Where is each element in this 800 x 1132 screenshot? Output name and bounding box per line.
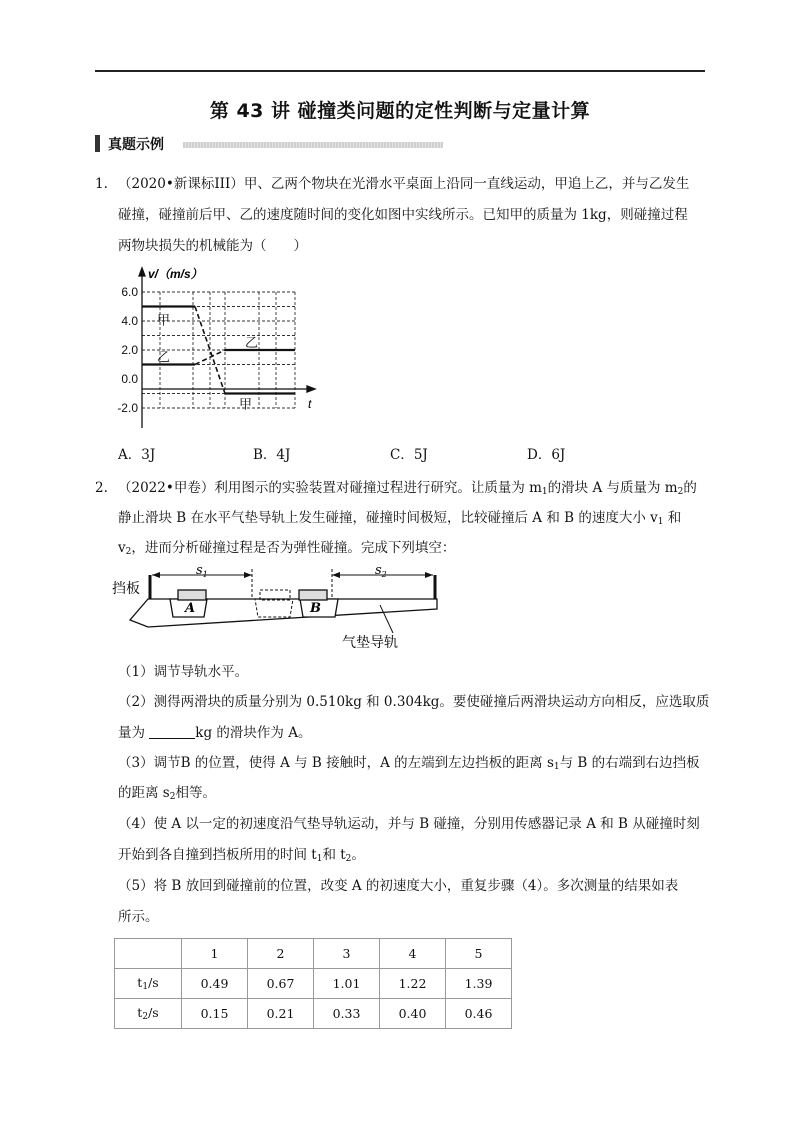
- label-yi-after: 乙: [245, 336, 259, 351]
- rail-label: 气垫导轨: [342, 635, 398, 650]
- table-cell: 0.46: [446, 999, 512, 1029]
- baffle-label: 挡板: [112, 581, 140, 597]
- table-cell: 1.39: [446, 969, 512, 999]
- label-jia-before: 甲: [157, 313, 171, 329]
- q2-text-line1: （2022•甲卷）利用图示的实验装置对碰撞过程进行研究。让质量为 $m_1$的滑块 A 与质量为 $m_2$的: [118, 480, 697, 497]
- table-cell: 1: [182, 939, 248, 969]
- q2-number: 2.: [95, 480, 108, 496]
- s1-label: $s_1$: [196, 565, 208, 579]
- table-cell: 0.33: [314, 999, 380, 1029]
- air-track-diagram: [110, 565, 450, 650]
- table-cell: 4: [380, 939, 446, 969]
- label-jia-after: 甲: [239, 397, 253, 413]
- table-row: [115, 999, 512, 1029]
- answer-blank[interactable]: [149, 724, 195, 739]
- q1-text-line1: （2020•新课标III）甲、乙两个物块在光滑水平桌面上沿同一直线运动，甲追上乙，并与乙发生: [118, 176, 690, 192]
- q2-step2-line2: 量为 kg 的滑块作为 A。: [118, 725, 312, 741]
- y-axis-arrow: [139, 268, 145, 276]
- y-tick-label: 0.0: [121, 372, 138, 386]
- q2-step5-line1: （5）将 B 放回到碰撞前的位置，改变 A 的初速度大小，重复步骤（4）。多次测量的结果如表: [118, 878, 679, 894]
- q2-step5-line2: 所示。: [118, 909, 159, 925]
- row-label-t2: $t_2/s$: [115, 999, 182, 1029]
- q1-option-a[interactable]: A．3J: [118, 447, 156, 463]
- velocity-time-chart: [105, 262, 325, 432]
- page-title: 第 43 讲 碰撞类问题的定性判断与定量计算: [209, 100, 591, 122]
- section-underline: [183, 142, 443, 148]
- q2-text-line3: $v_2$，进而分析碰撞过程是否为弹性碰撞。完成下列填空：: [118, 540, 456, 557]
- slider-a-label: A: [185, 601, 196, 616]
- slider-b-label: B: [310, 601, 321, 616]
- table-cell: 3: [314, 939, 380, 969]
- table-cell: 1.22: [380, 969, 446, 999]
- table-cell: 0.67: [248, 969, 314, 999]
- x-axis-label: t: [308, 397, 312, 411]
- table-cell: 1.01: [314, 969, 380, 999]
- y-tick-label: 4.0: [121, 314, 138, 328]
- table-cell: 2: [248, 939, 314, 969]
- table-row: [115, 969, 512, 999]
- q1-option-c[interactable]: C．5J: [390, 447, 428, 463]
- s2-label: $s_2$: [375, 565, 387, 579]
- table-cell: 0.21: [248, 999, 314, 1029]
- section-heading: 真题示例: [108, 137, 164, 153]
- table-header-row: [115, 939, 512, 969]
- measurement-table: [114, 938, 512, 1029]
- q2-step1: （1）调节导轨水平。: [118, 664, 249, 680]
- table-cell: 5: [446, 939, 512, 969]
- table-cell: [115, 939, 182, 969]
- q2-text-line2: 静止滑块 B 在水平气垫导轨上发生碰撞，碰撞时间极短，比较碰撞后 A 和 B 的速度大小 $v_1$ 和: [118, 510, 682, 527]
- y-tick-label: 2.0: [121, 343, 138, 357]
- y-tick-label: 6.0: [121, 285, 138, 299]
- x-axis-arrow: [307, 386, 315, 392]
- y-axis-label: v/（m/s）: [148, 267, 203, 281]
- label-yi-before: 乙: [157, 350, 171, 366]
- table-cell: 0.40: [380, 999, 446, 1029]
- section-marker: [95, 135, 100, 152]
- row-label-t1: $t_1/s$: [115, 969, 182, 999]
- q2-step3-line1: （3）调节B 的位置，使得 A 与 B 接触时，A 的左端到左边挡板的距离 $s_1$与 B 的右端到右边挡板: [118, 755, 700, 772]
- q1-number: 1.: [95, 176, 108, 192]
- q1-text-line2: 碰撞，碰撞前后甲、乙的速度随时间的变化如图中实线所示。已知甲的质量为 1kg，则碰撞过程: [118, 207, 688, 223]
- y-tick-label: -2.0: [117, 401, 138, 415]
- q2-step2-line1: （2）测得两滑块的质量分别为 0.510kg 和 0.304kg。要使碰撞后两滑块运动方向相反，应选取质: [118, 694, 710, 710]
- table-cell: 0.15: [182, 999, 248, 1029]
- q2-step4-line2: 开始到各自撞到挡板所用的时间 $t_1$和 $t_2$。: [118, 847, 365, 864]
- q2-step4-line1: （4）使 A 以一定的初速度沿气垫导轨运动，并与 B 碰撞，分别用传感器记录 A 和 B 从碰撞时刻: [118, 816, 700, 832]
- q1-text-line3: 两物块损失的机械能为（ ）: [118, 238, 307, 254]
- table-cell: 0.49: [182, 969, 248, 999]
- q1-option-b[interactable]: B．4J: [253, 447, 291, 463]
- header-rule: [95, 70, 705, 72]
- q1-option-d[interactable]: D．6J: [527, 447, 566, 463]
- q2-step3-line2: 的距离 $s_2$相等。: [118, 785, 216, 802]
